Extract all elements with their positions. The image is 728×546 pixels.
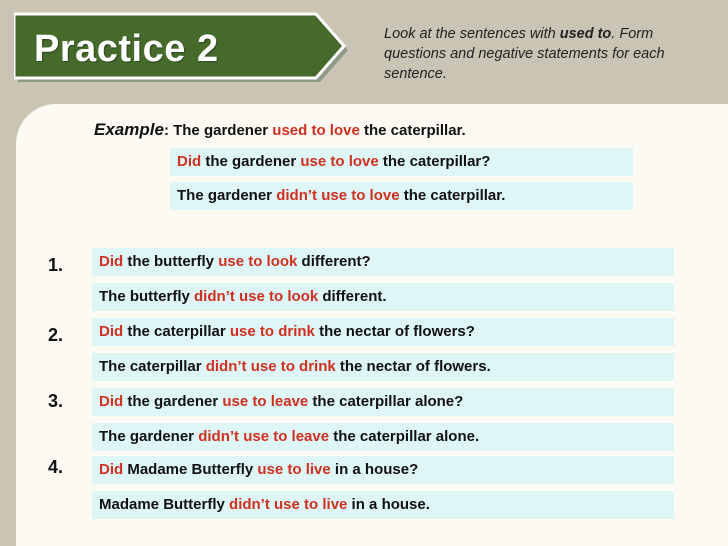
page-title: Practice 2 bbox=[34, 28, 219, 70]
exercise-number-1: 1. bbox=[48, 255, 64, 275]
exercise-number-2: 2. bbox=[48, 325, 64, 345]
example-sentence: Example: The gardener used to love the caterpillar. bbox=[94, 120, 466, 139]
exercise-1-question-row: Did the butterfly use to look different? bbox=[92, 248, 674, 276]
exercise-3-question-row: Did the gardener use to leave the caterpillar alone? bbox=[92, 388, 674, 416]
title-banner bbox=[14, 12, 350, 84]
instructions bbox=[384, 24, 714, 84]
example-negative-row: The gardener didn’t use to love the caterpillar. bbox=[170, 182, 633, 210]
example-question-row: Did the gardener use to love the caterpillar? bbox=[170, 148, 633, 176]
instructions-text-2: . Form questions and negative statements for each sentence. bbox=[384, 26, 665, 82]
exercise-2-negative-row: The caterpillar didn’t use to drink the nectar of flowers. bbox=[92, 353, 674, 381]
example-label: Example bbox=[94, 120, 164, 139]
exercise-1-negative-row: The butterfly didn’t use to look different. bbox=[92, 283, 674, 311]
example-colon: : bbox=[163, 122, 169, 139]
exercise-2-question-row: Did the caterpillar use to drink the nectar of flowers? bbox=[92, 318, 674, 346]
exercise-4-negative-row: Madame Butterfly didn’t use to live in a house. bbox=[92, 491, 674, 519]
exercise-number-3: 3. bbox=[48, 391, 64, 411]
example-highlight: used to love bbox=[272, 122, 360, 139]
instructions-text-1: Look at the sentences with bbox=[384, 26, 560, 42]
exercise-4-question-row: Did Madame Butterfly use to live in a house? bbox=[92, 456, 674, 484]
exercise-3-negative-row: The gardener didn’t use to leave the caterpillar alone. bbox=[92, 423, 674, 451]
exercise-number-4: 4. bbox=[48, 457, 64, 477]
instructions-bold: used to bbox=[559, 26, 612, 42]
